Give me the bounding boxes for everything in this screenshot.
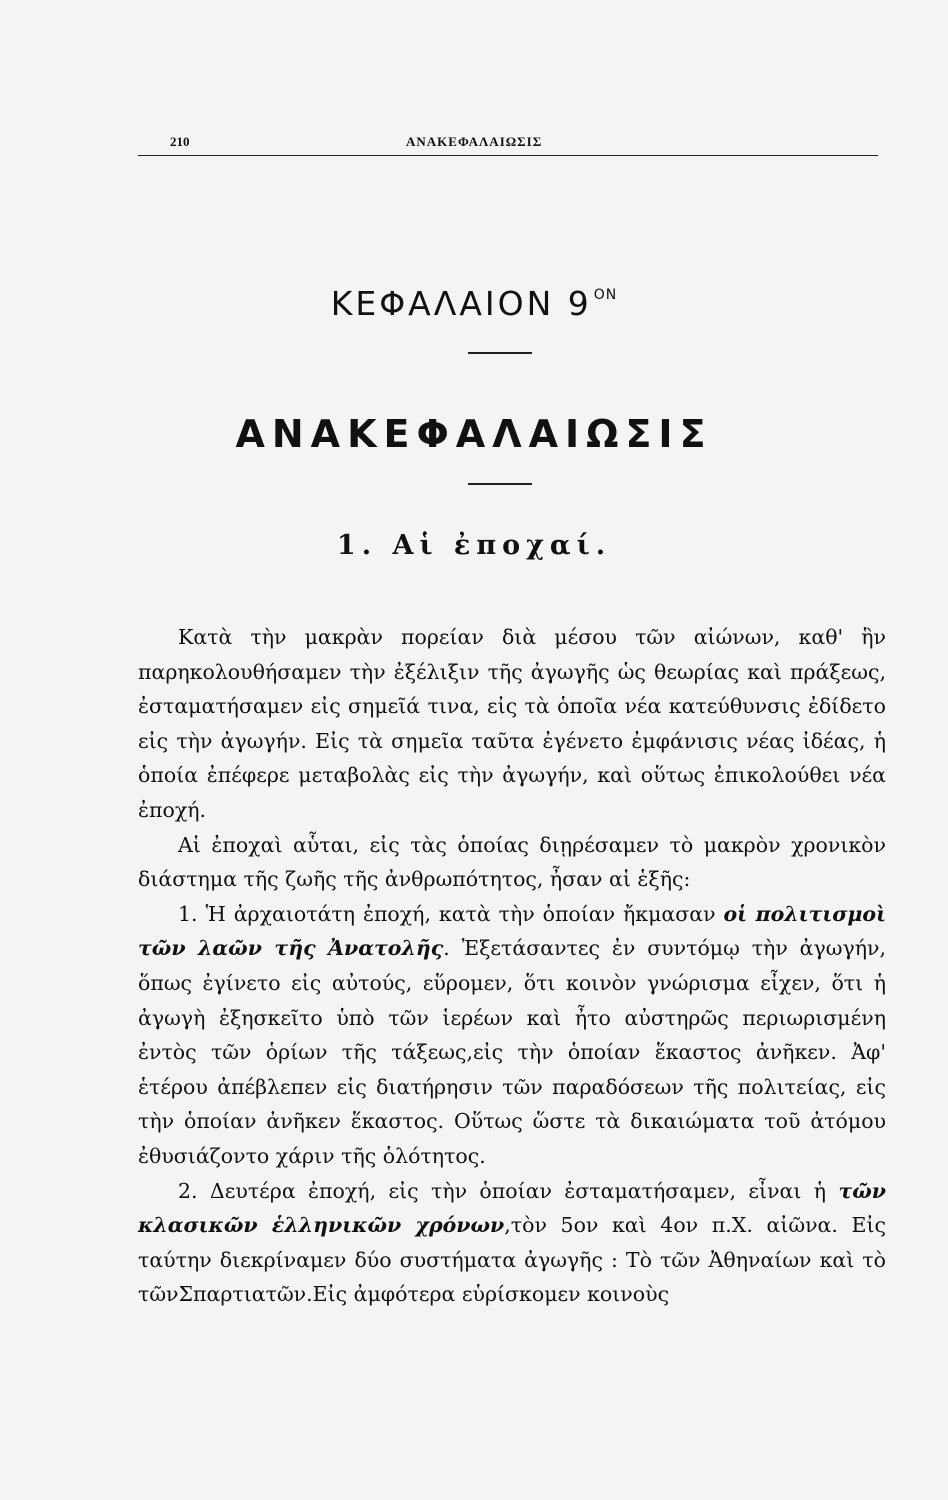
paragraph-2: Αἱ ἐποχαὶ αὗται, εἰς τὰς ὁποίας διῃρέσαμεν τὸ μακρὸν χρονικὸν διάστημα τῆς ζωῆς τῆς ἀνθρωπότητος, ἦσαν αἱ ἑξῆς: bbox=[138, 832, 886, 892]
paragraph-4-start: 2. Δευτέρα ἐποχή, εἰς τὴν ὁποίαν ἐσταματήσαμεν, εἶναι ἡ bbox=[178, 1178, 839, 1203]
running-header bbox=[138, 128, 878, 152]
header-rule bbox=[138, 155, 878, 156]
page-number: 210 bbox=[170, 134, 190, 149]
paragraph-4 bbox=[138, 1174, 886, 1312]
body-text bbox=[138, 620, 886, 1312]
paragraph-3-emphasis: οἱ πολιτισμοὶ τῶν λαῶν τῆς Ἀνατολῆς bbox=[138, 901, 886, 961]
paragraph-1: Κατὰ τὴν μακρὰν πορείαν διὰ μέσου τῶν αἰώνων, καθ' ἣν παρηκολουθήσαμεν τὴν ἐξέλιξιν τῆς ἀγωγῆς ὡς θεωρίας καὶ πράξεως, ἐσταματήσαμεν εἰς σημεῖά τινα, εἰς τὰ ὁποῖα νέα κατεύθυνσις ἐδίδετο εἰς τὴν ἀγωγήν. Εἰς τὰ σημεῖα ταῦτα ἐγένετο ἐμφάνισις νέας ἰδέας, ἡ ὁποία ἐπέφερε μεταβολὰς εἰς τὴν ἀγωγήν, καὶ οὕτως ἐπικολούθει νέα ἐποχή. bbox=[138, 625, 886, 822]
paragraph-3-rest: . Ἐξετάσαντες ἐν συντόμῳ τὴν ἀγωγήν, ὅπως ἐγίνετο εἰς αὐτούς, εὕρομεν, ὅτι κοινὸν γνώρισμα εἶχεν, ὅτι ἡ ἀγωγὴ ἐξησκεῖτο ὑπὸ τῶν ἱερέων καὶ ἦτο αὐστηρῶς περιωρισμένη ἐντὸς τῶν ὁρίων τῆς τάξεως,εἰς τὴν ὁποίαν ἕκαστος ἀνῆκεν. Ἀφ' ἑτέρου ἀπέβλεπεν εἰς διατήρησιν τῶν παραδόσεων τῆς πολιτείας, εἰς τὴν ὁποίαν ἀνῆκεν ἕκαστος. Οὕτως ὥστε τὰ δικαιώματα τοῦ ἀτόμου ἐθυσιάζοντο χάριν τῆς ὁλότητος. bbox=[138, 936, 887, 1168]
paragraph-3-start: 1. Ἡ ἀρχαιοτάτη ἐποχή, κατὰ τὴν ὁποίαν ἤκμασαν bbox=[178, 901, 724, 926]
divider-rule-top bbox=[468, 352, 532, 354]
chapter-label bbox=[0, 284, 948, 323]
paragraph-4-rest: ,τὸν 5ον καὶ 4ον π.Χ. αἰῶνα. Εἰς ταύτην διεκρίναμεν δύο συστήματα ἀγωγῆς : Τὸ τῶν Ἀθηναίων καὶ τὸ τῶνΣπαρτιατῶν.Εἰς ἀμφότερα εὑρίσκομεν κοινοὺς bbox=[138, 1213, 886, 1307]
chapter-title: ΑΝΑΚΕΦΑΛΑΙΩΣΙΣ bbox=[235, 412, 713, 456]
paragraph-3 bbox=[138, 897, 886, 1174]
section-heading: 1. Αἱ ἐποχαί. bbox=[336, 530, 612, 561]
running-title: ΑΝΑΚΕΦΑΛΑΙΩΣΙΣ bbox=[406, 134, 543, 149]
chapter-number: ΚΕΦΑΛΑΙΟΝ 9 bbox=[330, 284, 592, 323]
divider-rule-bottom bbox=[468, 483, 532, 485]
chapter-ordinal-suffix: ON bbox=[593, 287, 618, 303]
paragraph-4-emphasis: τῶν κλασικῶν ἑλληνικῶν χρόνων bbox=[138, 1178, 886, 1238]
